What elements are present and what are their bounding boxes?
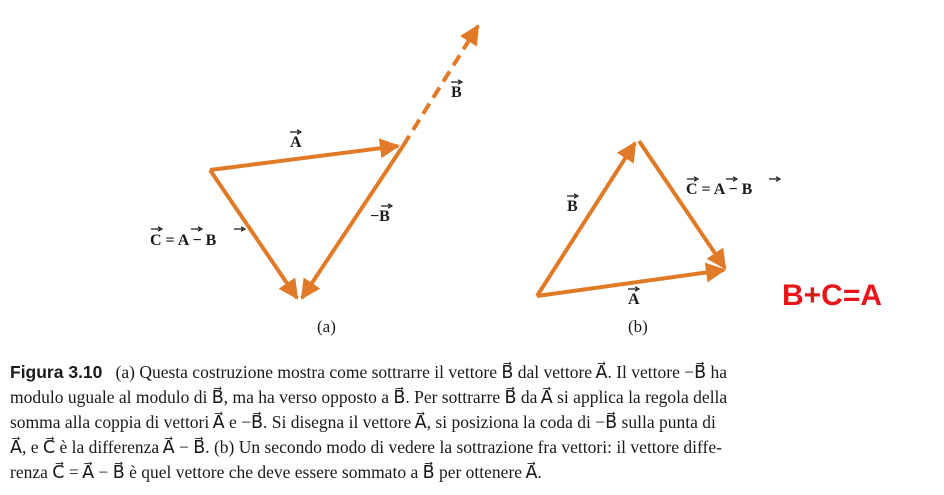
vector-c-arrow-fig-b (639, 141, 725, 268)
caption-line-3: somma alla coppia di vettori A⃗ e −B⃗. Si disegna il vettore A⃗, si posiziona la coda di −B⃗ sulla punta di (10, 412, 716, 432)
label-c-eq-fig-a: C = A − B (150, 232, 217, 249)
sublabel-b: (b) (628, 317, 648, 336)
label-c-eq-fig-b: C = A − B (686, 181, 753, 198)
figure-b (537, 141, 780, 336)
vector-a-arrow (210, 146, 398, 170)
label-a-fig-a: A (290, 134, 302, 151)
vector-b-arrow-fig-b (537, 143, 635, 296)
caption-line-5: renza C⃗ = A⃗ − B⃗ è quel vettore che deve essere sommato a B⃗ per ottenere A⃗. (10, 462, 542, 482)
label-minus-b-fig-a: −B (370, 208, 390, 225)
caption-line-1-text: (a) Questa costruzione mostra come sottrarre il vettore B⃗ dal vettore A⃗. Il vettore −B⃗ ha (115, 362, 727, 382)
figure-a (150, 26, 478, 336)
label-b-fig-a: B (451, 84, 462, 101)
sublabel-a: (a) (317, 317, 336, 336)
caption-line-1 (10, 360, 936, 385)
label-a-fig-b: A (628, 291, 640, 308)
vector-c-arrow (210, 170, 297, 298)
vector-b-dashed-arrow (403, 26, 478, 146)
figure-caption (10, 360, 936, 485)
caption-figure-label: Figura 3.10 (10, 362, 103, 382)
caption-line-4: A⃗, e C⃗ è la differenza A⃗ − B⃗. (b) Un secondo modo di vedere la sottrazione fra vettori: il vettore diffe- (10, 437, 722, 457)
label-b-fig-b: B (567, 198, 578, 215)
caption-line-2: modulo uguale al modulo di B⃗, ma ha verso opposto a B⃗. Per sottrarre B⃗ da A⃗ si applica la regola della (10, 387, 728, 407)
annotation-b-plus-c-eq-a: B+C=A (782, 279, 883, 312)
